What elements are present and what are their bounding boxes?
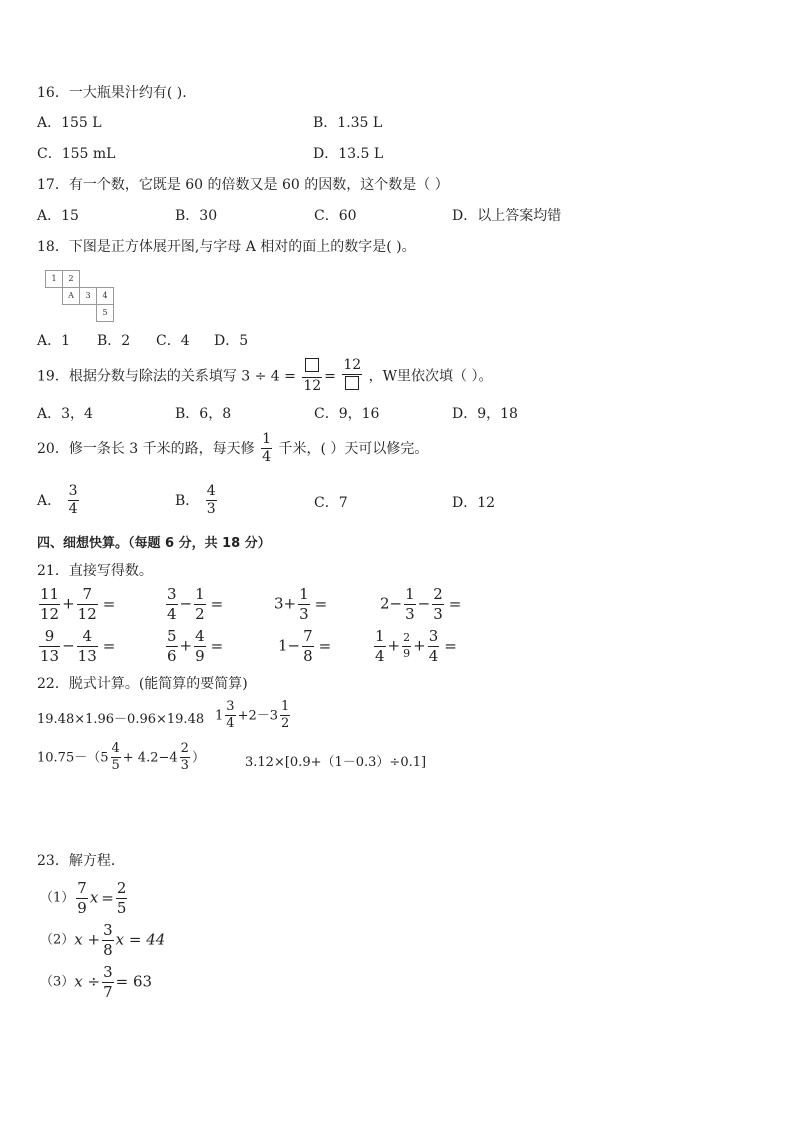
q21-expr-5: $\frac{9}{13}$ − $\frac{4}{13}$ = xyxy=(40,627,116,665)
q18-option-b[interactable]: B．2 xyxy=(97,333,131,349)
q20-fd: 4 xyxy=(262,449,271,466)
q18-option-d[interactable]: D．5 xyxy=(214,333,249,349)
q23-equation-2: （2）x + $\frac{3}{8}$ x = 44 xyxy=(40,921,166,959)
q20-option-c[interactable]: C．7 xyxy=(314,495,348,511)
q19-option-d[interactable]: D．9，18 xyxy=(452,406,518,422)
net-cell-2: 2 xyxy=(62,270,80,288)
q17-option-b[interactable]: B．30 xyxy=(175,208,218,224)
q21-expr-6: $\frac{5}{6}$ + $\frac{4}{9}$ = xyxy=(167,627,224,665)
q19-fraction-2 xyxy=(342,358,362,395)
q20-fraction xyxy=(261,432,272,466)
q19-num2: 12 xyxy=(343,357,362,373)
q21-expr-8: $\frac{1}{4}$ + $\frac{2}{9}$ + $\frac{3}{4}$ = xyxy=(375,627,457,665)
q16-option-d[interactable]: D．13.5 L xyxy=(313,146,384,162)
q22-problem-4: 3.12×[0.9+（1－0.3）÷0.1] xyxy=(245,755,427,770)
net-cell-3: 3 xyxy=(79,287,97,305)
q20-fn: 1 xyxy=(262,431,271,447)
blank-box xyxy=(305,358,319,372)
q20-option-a[interactable] xyxy=(37,484,81,518)
q17-stem: 17．有一个数，它既是 60 的倍数又是 60 的因数，这个数是（ ） xyxy=(37,177,449,193)
q19-fraction-1 xyxy=(302,358,322,395)
q19-option-c[interactable]: C．9，16 xyxy=(314,406,380,422)
q19-stem: 19．根据分数与除法的关系填写 3 ÷ 4 = 12 = 12 ，W里依次填（ ）。 xyxy=(37,357,493,395)
q20-option-d[interactable]: D．12 xyxy=(452,495,496,511)
q22-problem-1: 19.48×1.96－0.96×19.48 xyxy=(37,712,205,727)
q16-option-a[interactable]: A．155 L xyxy=(37,115,102,131)
q17-option-d[interactable]: D．以上答案均错 xyxy=(452,208,562,224)
q20-option-b[interactable] xyxy=(175,484,219,518)
q19-option-b[interactable]: B．6，8 xyxy=(175,406,232,422)
q21-expr-2: $\frac{3}{4}$ − $\frac{1}{2}$ = xyxy=(167,585,224,623)
q22-stem: 22．脱式计算。(能简算的要简算) xyxy=(37,676,248,692)
q23-equation-1: （1） $\frac{7}{9}$ x = $\frac{2}{5}$ xyxy=(40,879,127,917)
q20-b-n: 4 xyxy=(206,483,216,499)
q18-option-a[interactable]: A．1 xyxy=(37,333,71,349)
q17-option-a[interactable]: A．15 xyxy=(37,208,79,224)
q16-option-c[interactable]: C．155 mL xyxy=(37,146,116,162)
q21-expr-3: 3+ $\frac{1}{3}$ = xyxy=(274,585,328,623)
net-cell-5: 5 xyxy=(96,304,114,322)
q20-suffix: 千米，( ）天可以修完。 xyxy=(278,440,429,457)
net-cell-4: 4 xyxy=(96,287,114,305)
q20-b-label: B． xyxy=(175,492,200,509)
q21-expr-7: 1− $\frac{7}{8}$ = xyxy=(278,627,332,665)
q19-suffix: ，W里依次填（ ）。 xyxy=(368,368,493,385)
q20-a-d: 4 xyxy=(68,501,78,518)
section-4-heading: 四、细想快算。（每题 6 分，共 18 分） xyxy=(37,536,271,551)
net-cell-a: A xyxy=(62,287,80,305)
q21-expr-1: $\frac{11}{12}$ + $\frac{7}{12}$ = xyxy=(40,585,116,623)
net-cell-1: 1 xyxy=(45,270,63,288)
q22-problem-3: 10.75－（5 $\frac{4}{5}$ + 4.2−4 $\frac{2}{3}$ ） xyxy=(37,741,205,774)
q19-den1: 12 xyxy=(303,378,322,395)
q21-stem: 21．直接写得数。 xyxy=(37,563,153,579)
blank-box xyxy=(345,376,359,390)
q20-b-d: 3 xyxy=(206,501,216,518)
q18-stem: 18．下图是正方体展开图,与字母 A 相对的面上的数字是( )。 xyxy=(37,239,416,255)
q16-stem: 16．一大瓶果汁约有( ). xyxy=(37,85,187,101)
q20-stem xyxy=(37,432,428,466)
q23-equation-3: （3）x ÷ $\frac{3}{7}$ = 63 xyxy=(40,963,153,1001)
q16-option-b[interactable]: B．1.35 L xyxy=(313,115,383,131)
q19-option-a[interactable]: A．3，4 xyxy=(37,406,93,422)
q20-a-label: A． xyxy=(37,492,62,509)
q22-problem-2: 1 $\frac{3}{4}$ +2－3 $\frac{1}{2}$ xyxy=(215,699,290,732)
q21-expr-4: 2− $\frac{1}{3}$ − $\frac{2}{3}$ = xyxy=(380,585,462,623)
q19-prefix: 19．根据分数与除法的关系填写 3 ÷ 4 = xyxy=(37,368,296,385)
q20-prefix: 20．修一条长 3 千米的路，每天修 xyxy=(37,440,255,457)
q18-option-c[interactable]: C．4 xyxy=(156,333,190,349)
q20-a-n: 3 xyxy=(68,483,78,499)
q17-option-c[interactable]: C．60 xyxy=(314,208,357,224)
q23-stem: 23．解方程． xyxy=(37,853,125,869)
